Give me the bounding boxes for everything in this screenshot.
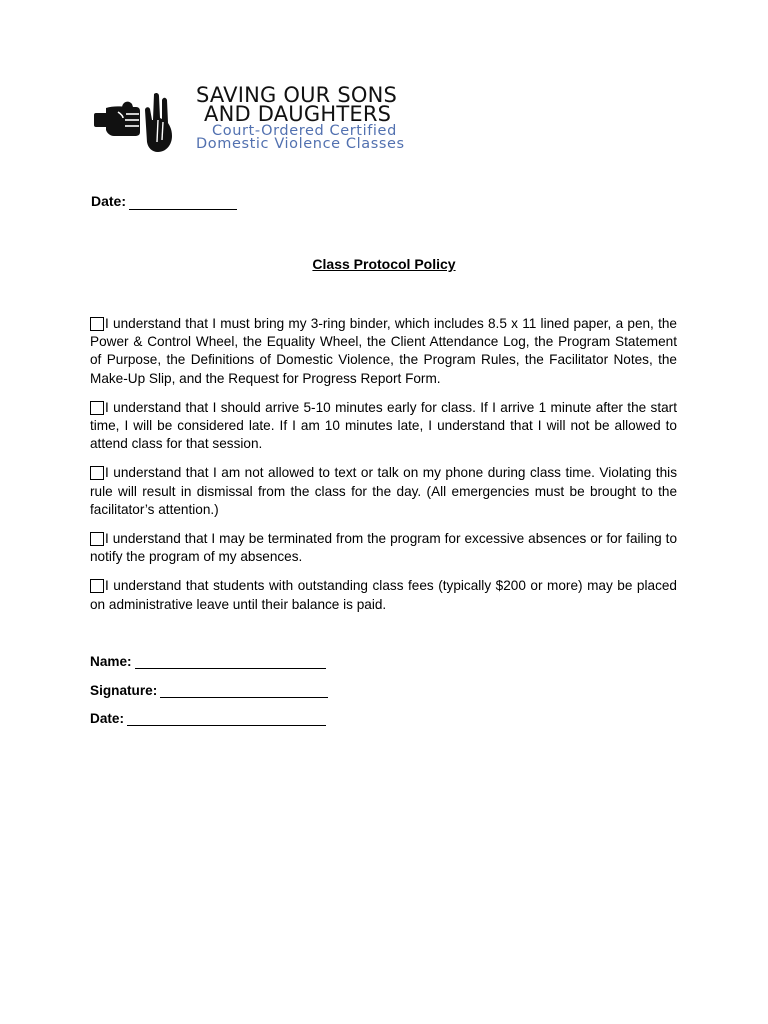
organization-logo [92, 83, 472, 156]
bottom-date-blank-line[interactable] [127, 712, 326, 726]
policy-item [90, 315, 677, 388]
policy-item-text: I understand that I am not allowed to text or talk on my phone during class time. Violating this rule will result in dismissal from the class for the day. (All emergencies must be brought to the facilitator’s attention.) [90, 465, 677, 517]
policy-checkbox[interactable] [90, 466, 104, 480]
policy-item-text: I understand that I must bring my 3-ring binder, which includes 8.5 x 11 lined paper, a pen, the Power & Control Wheel, the Equality Wheel, the Client Attendance Log, the Program Statement of Purpose, the Definitions of Domestic Violence, the Program Rules, the Facilitator Notes, the Make-Up Slip, and the Request for Progress Report Form. [90, 316, 677, 386]
policy-item [90, 399, 677, 454]
bottom-date-row [90, 711, 328, 740]
name-row [90, 654, 328, 683]
signature-label: Signature: [90, 682, 158, 698]
fist-and-raised-hand-icon [92, 90, 182, 154]
logo-text [196, 83, 476, 152]
policy-item [90, 577, 677, 613]
policy-item-text: I understand that I may be terminated from the program for excessive absences or for failing to notify the program of my absences. [90, 531, 677, 565]
name-blank-line[interactable] [135, 655, 326, 669]
page-title: Class Protocol Policy [312, 256, 456, 272]
policy-list [90, 315, 677, 625]
name-label: Name: [90, 654, 132, 669]
logo-title-line-2: AND DAUGHTERS [204, 102, 392, 126]
policy-item-text: I understand that students with outstanding class fees (typically $200 or more) may be placed on administrative leave until their balance is paid. [90, 578, 677, 612]
signature-row [90, 683, 328, 712]
logo-title-line-1: SAVING OUR SONS [196, 83, 398, 107]
signature-block [90, 654, 328, 740]
top-date-label: Date: [91, 193, 127, 209]
policy-item [90, 530, 677, 566]
logo-subtitle-line-1: Court-Ordered Certified [212, 123, 397, 139]
logo-subtitle-line-2: Domestic Violence Classes [196, 136, 405, 152]
bottom-date-label: Date: [90, 711, 124, 726]
top-date-blank-line[interactable] [129, 195, 237, 210]
signature-blank-line[interactable] [160, 684, 328, 698]
policy-item [90, 464, 677, 519]
policy-checkbox[interactable] [90, 317, 104, 331]
policy-checkbox[interactable] [90, 532, 104, 546]
top-date-field [91, 193, 237, 210]
policy-item-text: I understand that I should arrive 5-10 minutes early for class. If I arrive 1 minute after the start time, I will be considered late. If I am 10 minutes late, I understand that I will not be allowed to attend class for that session. [90, 399, 677, 452]
policy-checkbox[interactable] [90, 579, 104, 593]
policy-checkbox[interactable] [90, 401, 104, 415]
